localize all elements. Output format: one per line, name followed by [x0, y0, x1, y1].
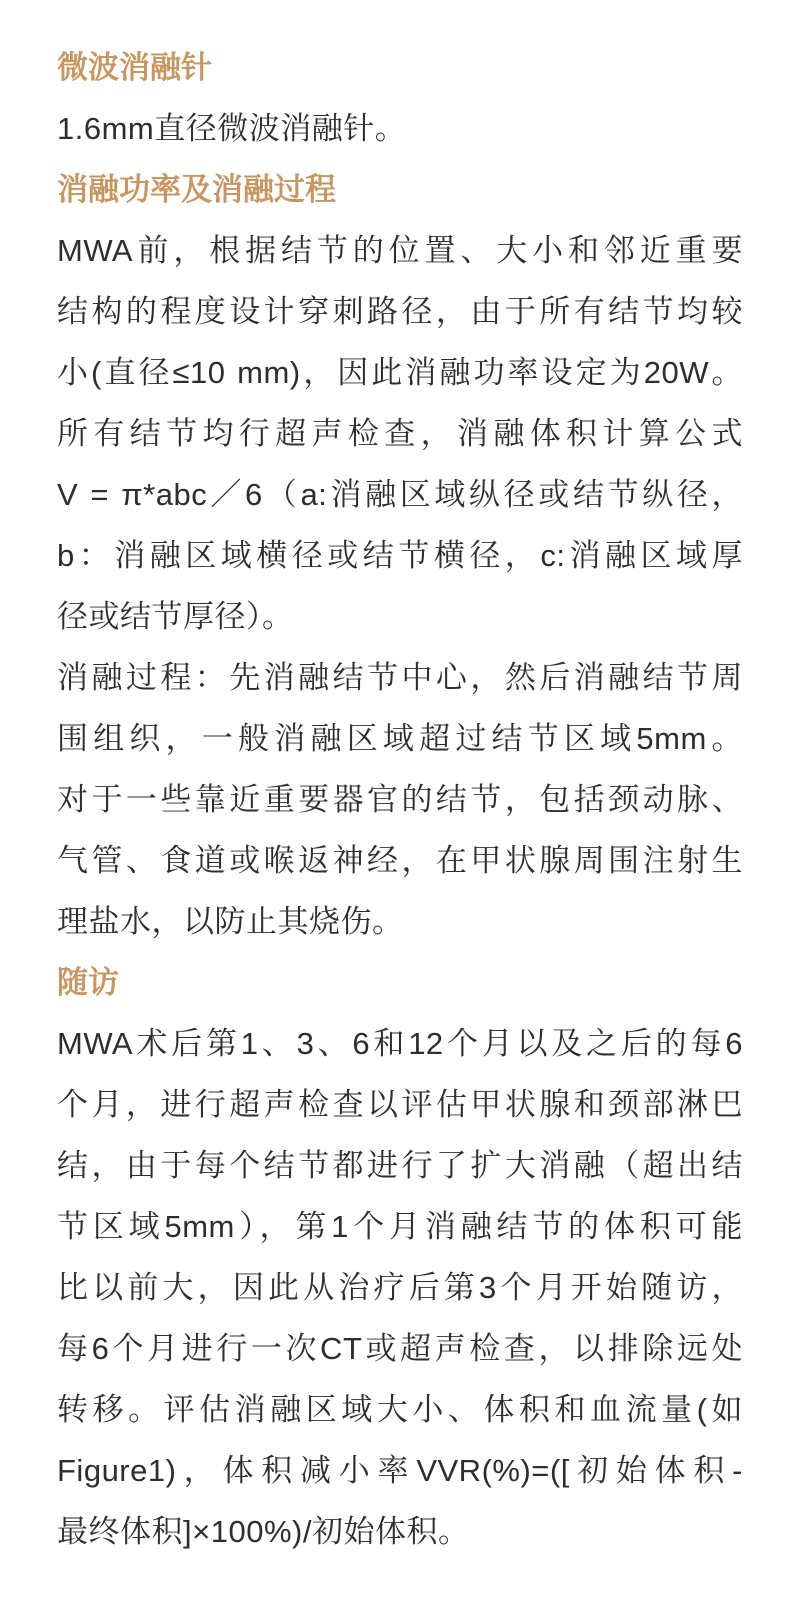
text-line: 每6个月进行一次CT或超声检查，以排除远处	[57, 1331, 743, 1366]
section-heading: 随访	[57, 965, 119, 1000]
text-line: 节区域5mm），第1个月消融结节的体积可能	[57, 1209, 743, 1244]
section-heading: 消融功率及消融过程	[57, 172, 336, 207]
section-heading: 微波消融针	[57, 50, 212, 85]
text-line: 围组织，一般消融区域超过结节区域5mm。	[57, 721, 743, 756]
text-line: 气管、食道或喉返神经，在甲状腺周围注射生	[57, 843, 743, 878]
text-line: 最终体积]×100%)/初始体积。	[57, 1514, 470, 1549]
paragraph	[57, 647, 743, 952]
paragraph	[57, 220, 743, 647]
text-line: 转移。评估消融区域大小、体积和血流量(如	[57, 1392, 743, 1427]
text-line: MWA前，根据结节的位置、大小和邻近重要	[57, 233, 743, 268]
text-line: 理盐水，以防止其烧伤。	[57, 904, 404, 939]
text-line: 1.6mm直径微波消融针。	[57, 111, 407, 146]
text-line: 比以前大，因此从治疗后第3个月开始随访，	[57, 1270, 743, 1305]
text-line: 径或结节厚径）。	[57, 599, 294, 634]
text-line: MWA术后第1、3、6和12个月以及之后的每6	[57, 1026, 743, 1061]
text-line: Figure1)，体积减小率VVR(%)=([初始体积-	[57, 1453, 743, 1488]
text-line: V = π*abc／6（a:消融区域纵径或结节纵径，	[57, 477, 743, 512]
text-line: 小(直径≤10 mm)，因此消融功率设定为20W。	[57, 355, 743, 390]
text-line: b：消融区域横径或结节横径，c:消融区域厚	[57, 538, 743, 573]
text-line: 对于一些靠近重要器官的结节，包括颈动脉、	[57, 782, 743, 817]
text-line: 结，由于每个结节都进行了扩大消融（超出结	[57, 1148, 743, 1183]
text-line: 结构的程度设计穿刺路径，由于所有结节均较	[57, 294, 743, 329]
text-line: 消融过程：先消融结节中心，然后消融结节周	[57, 660, 743, 695]
paragraph	[57, 98, 743, 159]
paragraph	[57, 1013, 743, 1562]
text-line: 个月，进行超声检查以评估甲状腺和颈部淋巴	[57, 1087, 743, 1122]
text-line: 所有结节均行超声检查，消融体积计算公式	[57, 416, 743, 451]
